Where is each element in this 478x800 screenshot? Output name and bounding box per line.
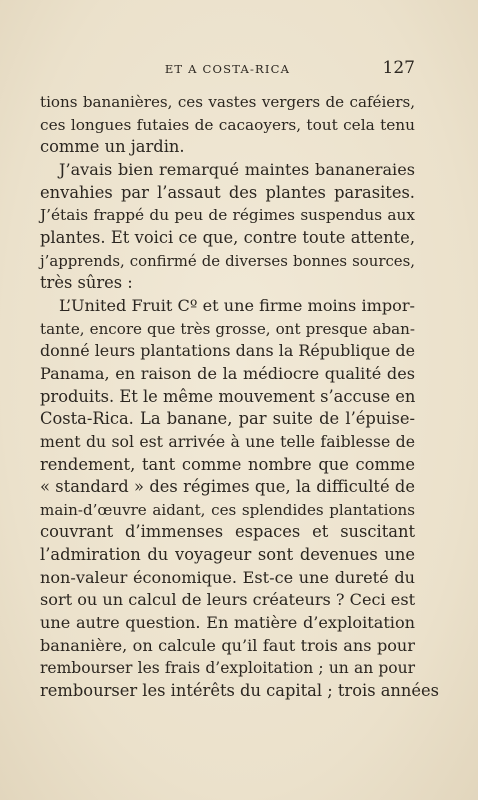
text-line: tions bananières, ces vastes vergers de caféiers, <box>40 93 415 111</box>
text-line: Costa-Rica. La banane, par suite de l’épuise- <box>40 409 415 429</box>
text-line: J’étais frappé du peu de régimes suspendus aux <box>40 206 415 225</box>
text-line: non-valeur économique. Est-ce une dureté du <box>40 567 415 587</box>
text-line: rembourser les frais d’exploitation ; un an pour <box>40 659 415 678</box>
page-number: 127 <box>382 58 415 78</box>
text-line: l’admiration du voyageur sont devenues une <box>40 545 415 565</box>
text-line: couvrant d’immenses espaces et suscitant <box>40 522 415 542</box>
text-line: « standard » des régimes que, la difficulté de <box>40 477 415 497</box>
text-line: envahies par l’assaut des plantes parasites. <box>40 182 415 202</box>
text-line: très sûres : <box>40 273 133 293</box>
text-line: tante, encore que très grosse, ont presque aban- <box>40 319 415 338</box>
text-line: J’avais bien remarqué maintes bananeraies <box>59 159 415 179</box>
text-line: comme un jardin. <box>40 137 185 157</box>
running-title: ET A COSTA-RICA <box>164 62 291 76</box>
text-line: produits. Et le même mouvement s’accuse en <box>40 386 416 406</box>
text-line: bananière, on calcule qu’il faut trois ans pour <box>40 635 415 655</box>
text-line: donné leurs plantations dans la République de <box>40 341 415 361</box>
text-line: sort ou un calcul de leurs créateurs ? Ceci est <box>40 590 416 610</box>
text-line: rendement, tant comme nombre que comme <box>40 454 415 474</box>
text-line: j’apprends, confirmé de diverses bonnes sources, <box>40 251 415 270</box>
text-line: Panama, en raison de la médiocre qualité des <box>40 363 415 383</box>
text-line: ces longues futaies de cacaoyers, tout cela tenu <box>40 115 415 134</box>
text-line: plantes. Et voici ce que, contre toute attente, <box>40 227 415 247</box>
page-header <box>40 58 415 80</box>
text-line: une autre question. En matière d’exploitation <box>40 613 415 633</box>
body-text <box>40 91 440 703</box>
text-line: L’United Fruit Cº et une firme moins impor- <box>59 295 415 315</box>
text-line: rembourser les intérêts du capital ; trois années <box>40 681 440 701</box>
text-line: ment du sol est arrivée à une telle faiblesse de <box>40 431 415 451</box>
text-line: main-d’œuvre aidant, ces splendides plantations <box>40 500 415 519</box>
